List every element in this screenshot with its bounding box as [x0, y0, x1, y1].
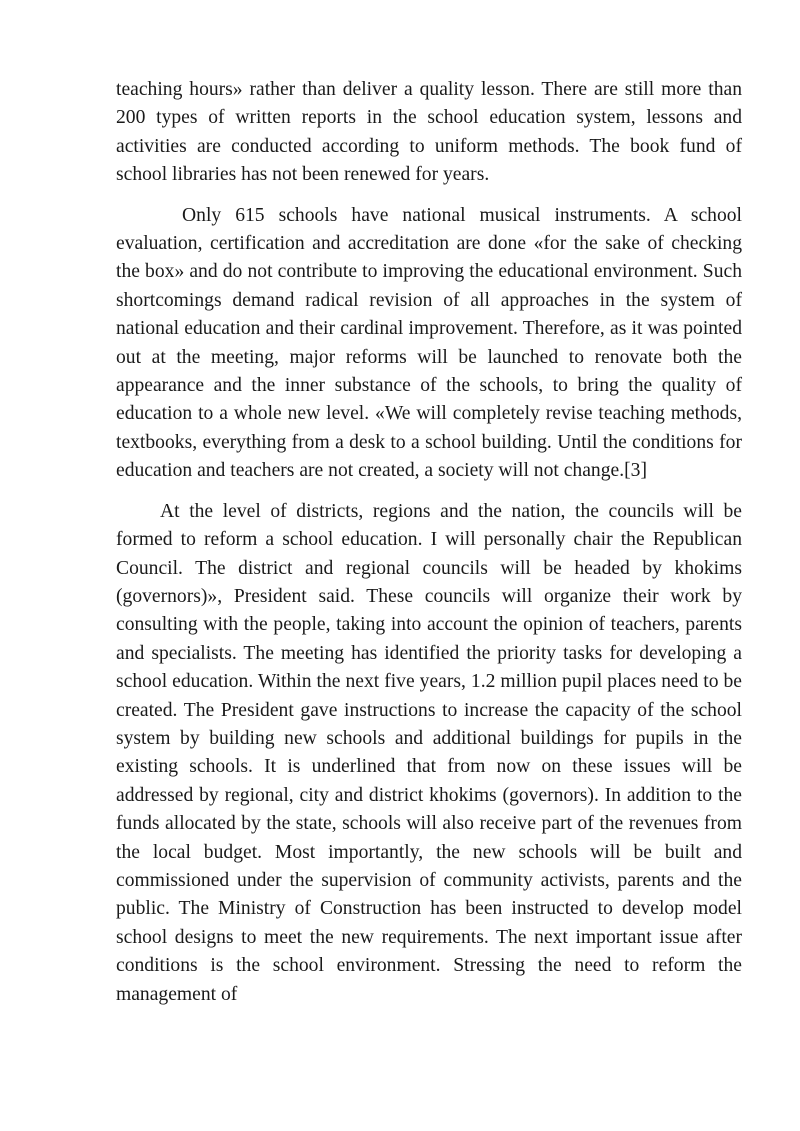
paragraph-continuation: teaching hours» rather than deliver a quality lesson. There are still more than 200 types of written reports in the school education system, lessons and activities are conducted according to uniform methods. The book fund of school libraries has not been renewed for years.: [116, 79, 742, 186]
paragraph-councils: At the level of districts, regions and the nation, the councils will be formed to reform a school education. I will personally chair the Republican Council. The district and regional councils will be headed by khokims (governors)», President said. These councils will organize their work by consulting with the people, taking into account the opinion of teachers, parents and specialists. The meeting has identified the priority tasks for developing a school education. Within the next five years, 1.2 million pupil places need to be created. The President gave instructions to increase the capacity of the school system by building new schools and additional buildings for pupils in the existing schools. It is underlined that from now on these issues will be addressed by regional, city and district khokims (governors). In addition to the funds allocated by the state, schools will also receive part of the revenues from the local budget. Most importantly, the new schools will be built and commissioned under the supervision of community activists, parents and the public. The Ministry of Construction has been instructed to develop model school designs to meet the new requirements. The next important issue after conditions is the school environment. Stressing the need to reform the management of: [116, 500, 742, 1005]
paragraph-musical-instruments: Only 615 schools have national musical instruments. A school evaluation, certification and accreditation are done «for the sake of checking the box» and do not contribute to improving the educational environment. Such shortcomings demand radical revision of all approaches in the system of national education and their cardinal improvement. Therefore, as it was pointed out at the meeting, major reforms will be launched to renovate both the appearance and the inner substance of the schools, to bring the quality of education to a whole new level. «We will completely revise teaching methods, textbooks, everything from a desk to a school building. Until the conditions for education and teachers are not created, a society will not change.[3]: [116, 204, 742, 482]
document-body: [116, 76, 742, 1009]
